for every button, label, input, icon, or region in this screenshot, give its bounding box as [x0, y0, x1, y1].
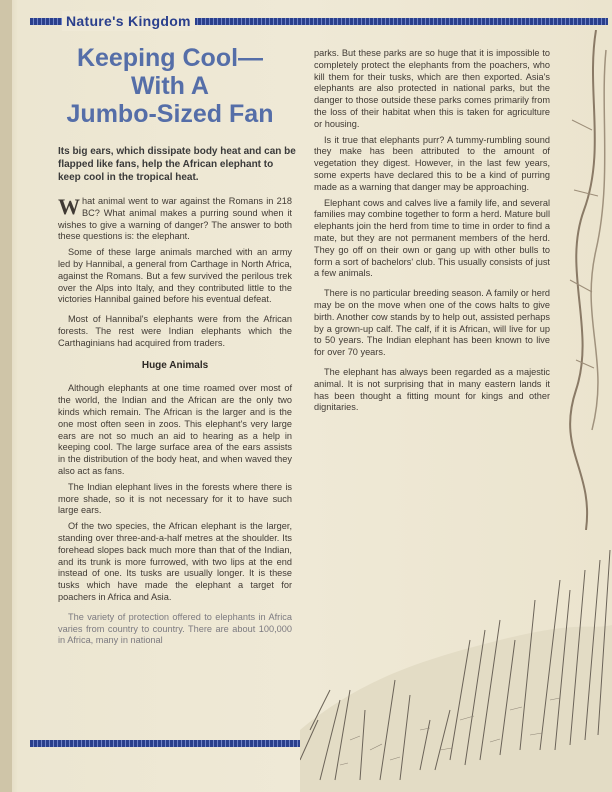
paragraph-family: Elephant cows and calves live a family life, and several families may combine together to form a herd. Mature bull elephants join the herd from time to time in order to find a mate, but they are not permanent members of the herd. They go off on their own or gang up with other bulls to form a sort of bachelors' club. This usually consists of just a few animals.	[314, 197, 550, 279]
paragraph-african: Of the two species, the African elephant is the larger, standing over three-and-a-half metres at the shoulder. Its forehead slopes back much more than that of the Indian, and its trunk is more furrowed, with two lips at the end instead of one. Its tusks are usually longer. It is these tusks which have made the elephant a target for poachers in Africa and Asia.	[58, 521, 292, 602]
paragraph-majestic: The elephant has always been regarded as a majestic animal. It is not surprising that in many eastern lands it has been thought a fitting mount for kings and other dignitaries.	[314, 366, 550, 413]
page-spine-shadow	[0, 0, 12, 792]
intro-paragraph	[58, 196, 292, 243]
paragraph-protection: The variety of protection offered to elephants in Africa varies from country to country. There are about 100,000 in Africa, many in national	[58, 611, 292, 646]
grass-illustration	[300, 480, 612, 792]
title-line-1: Keeping Cool—	[76, 44, 264, 72]
drop-cap: W	[58, 194, 80, 219]
section-label: Nature's Kingdom	[62, 11, 195, 31]
paragraph-origins: Most of Hannibal's elephants were from the African forests. The rest were Indian elephants which the Carthaginians had acquired from traders.	[58, 314, 292, 348]
title-line-3: Jumbo-Sized Fan	[66, 100, 274, 128]
paragraph-hannibal: Some of these large animals marched with an army led by Hannibal, a general from Carthage in North Africa, against the Romans. But a few survived the perilous trek over the Alps into Italy, and they contributed little to the victories Hannibal gained before his eventual defeat.	[58, 247, 292, 305]
left-column	[58, 196, 292, 651]
paragraph-purr: Is it true that elephants purr? A tummy-rumbling sound they make has been attributed to the amount of vegetation they digest. However, in the last few years, some experts have declared this to be a kind of purring made as a warning that danger may be approaching.	[314, 134, 550, 192]
intro-text: hat animal went to war against the Romans in 218 BC? What animal makes a purring sound when it wishes to give a warning of danger? The answer to both these questions is: the elephant.	[58, 196, 292, 242]
article-title	[40, 44, 300, 128]
paragraph-parks: parks. But these parks are so huge that it is impossible to completely protect the elephants from the poachers, who kill them for their tusks, which are then exported. Asia's elephants are also protected in national parks, but the danger to those outside these parks comes primarily from the loss of their habitat when this is taken for agriculture or housing.	[314, 48, 550, 129]
paragraph-indian: The Indian elephant lives in the forests where there is more shade, so it is not necessary for it to have such large ears.	[58, 481, 292, 516]
title-line-2: With A	[131, 72, 209, 100]
paragraph-breeding: There is no particular breeding season. A family or herd may be on the move when one of the cows halts to give birth. Another cow stands by to help out, assisted perhaps by a grown-up calf. The calf, if it is African, will live for up to 50 years. The Indian elephant has been known to live for over 70 years.	[314, 288, 550, 358]
article-subhead: Its big ears, which dissipate body heat and can be flapped like fans, help the African elephant to keep cool in the tropical heat.	[58, 146, 296, 183]
right-column	[314, 48, 550, 418]
paragraph-species: Although elephants at one time roamed over most of the world, the Indian and the African are the only two kinds which remain. The African is the larger and is the one most often seen in zoos. This elephant's very large ears are not so much an aid to hearing as a help in keeping cool. The large surface area of the ears assists in the distribution of the body heat, and when waved they also act as fans.	[58, 383, 292, 476]
section-heading: Huge Animals	[141, 359, 209, 371]
footer-rule	[30, 740, 310, 747]
tree-sketch-illustration	[566, 30, 612, 530]
